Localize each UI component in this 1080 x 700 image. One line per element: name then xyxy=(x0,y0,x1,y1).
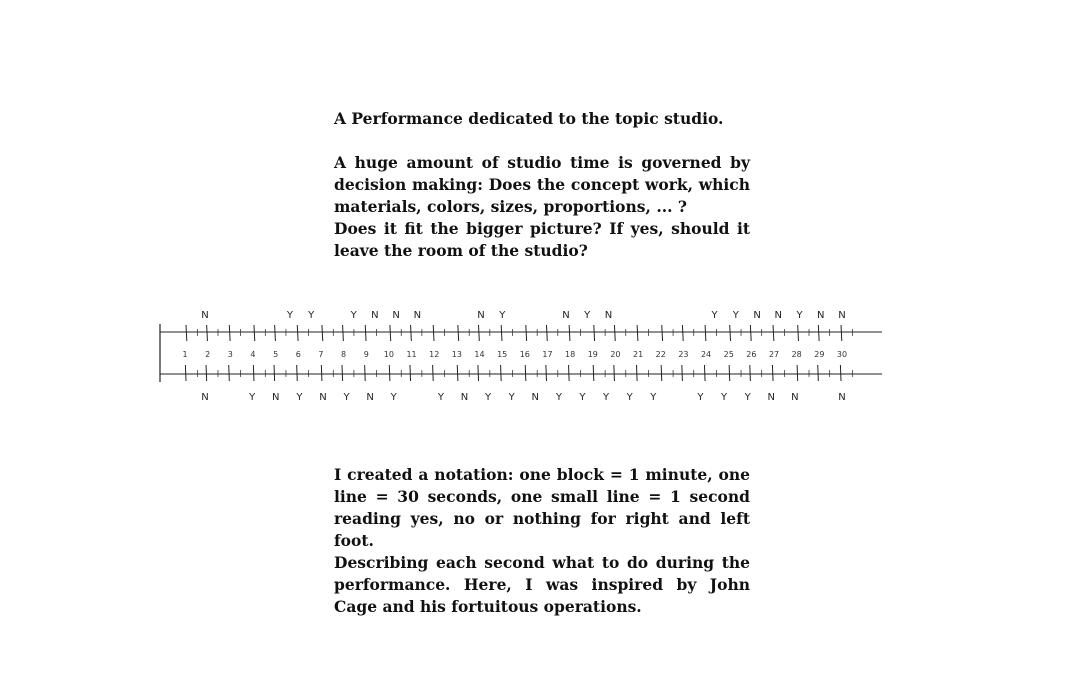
top-mark: Y xyxy=(308,310,315,321)
top-mark: N xyxy=(477,310,485,321)
tick-bottom xyxy=(593,365,594,381)
tick-bottom xyxy=(797,365,798,381)
tick-bottom xyxy=(501,365,502,381)
tick-top xyxy=(569,325,570,341)
bottom-mark: Y xyxy=(249,392,256,403)
tick-bottom xyxy=(274,365,275,381)
top-mark: Y xyxy=(350,310,357,321)
bottom-mark: Y xyxy=(626,392,633,403)
second-number: 7 xyxy=(318,350,324,359)
tick-bottom xyxy=(389,365,390,381)
tick-bottom xyxy=(321,365,322,381)
top-mark: Y xyxy=(711,310,718,321)
bottom-mark: N xyxy=(791,392,799,403)
bottom-mark: Y xyxy=(603,392,610,403)
tick-top xyxy=(546,325,547,341)
tick-top xyxy=(186,325,187,341)
tick-bottom xyxy=(840,365,841,381)
tick-bottom xyxy=(569,365,570,381)
bottom-foot-marks xyxy=(201,392,845,403)
tick-bottom xyxy=(704,365,705,381)
top-mark: N xyxy=(413,310,422,321)
tick-bottom xyxy=(457,365,458,381)
tick-bottom xyxy=(661,365,662,381)
tick-top xyxy=(798,325,799,341)
tick-bottom xyxy=(750,365,751,381)
tick-bottom xyxy=(433,365,434,381)
bottom-mark: Y xyxy=(579,392,586,403)
bottom-mark: Y xyxy=(508,392,515,403)
tick-bottom xyxy=(342,365,343,381)
second-number: 21 xyxy=(633,350,644,359)
tick-top xyxy=(526,325,527,341)
tick-top xyxy=(501,325,502,341)
tick-top xyxy=(662,325,663,341)
tick-bottom xyxy=(229,365,230,381)
bottom-mark: Y xyxy=(390,392,397,403)
bottom-mark: N xyxy=(767,392,775,403)
page-title: A Performance dedicated to the topic studio. xyxy=(334,109,724,128)
top-mark: N xyxy=(562,310,570,321)
second-number: 4 xyxy=(250,350,256,359)
tick-bottom xyxy=(637,365,638,381)
tick-top xyxy=(229,325,230,341)
bottom-mark: Y xyxy=(437,392,444,403)
outro-paragraph-1: I created a notation: one block = 1 minute, one line = 30 seconds, one small line = 1 second reading yes, no or nothing for right and left foot. xyxy=(334,465,750,550)
tick-top xyxy=(750,325,751,341)
bottom-mark: Y xyxy=(720,392,728,403)
tick-bottom xyxy=(365,365,366,381)
bottom-mark: Y xyxy=(485,392,492,403)
intro-text xyxy=(334,108,750,262)
tick-top xyxy=(841,325,842,341)
tick-top xyxy=(458,325,459,341)
bottom-mark: N xyxy=(319,392,327,403)
second-number: 26 xyxy=(746,350,757,359)
second-number: 28 xyxy=(791,350,802,359)
tick-bottom xyxy=(772,365,773,381)
top-mark: N xyxy=(392,310,400,321)
intro-paragraph-2: Does it fit the bigger picture? If yes, should it leave the room of the studio? xyxy=(334,219,750,260)
second-number: 8 xyxy=(341,350,347,359)
second-number: 16 xyxy=(519,350,530,359)
top-mark: Y xyxy=(499,310,506,321)
tick-bottom xyxy=(614,365,615,381)
bottom-mark: N xyxy=(460,392,469,403)
tick-top xyxy=(433,325,434,341)
tick-top xyxy=(297,325,298,341)
tick-top xyxy=(614,325,615,341)
second-number: 13 xyxy=(451,350,462,359)
intro-paragraph-1: A huge amount of studio time is governed by decision making: Does the concept work, which materials, colors, sizes, proportions, ... ? xyxy=(334,153,750,216)
tick-top xyxy=(207,325,208,341)
top-mark: N xyxy=(604,310,613,321)
second-number: 20 xyxy=(610,350,621,359)
second-number: 23 xyxy=(678,350,689,359)
top-mark: Y xyxy=(796,310,803,321)
tick-top xyxy=(365,325,366,341)
tick-top xyxy=(773,325,774,341)
top-mark: Y xyxy=(584,310,591,321)
tick-top xyxy=(730,325,731,341)
tick-top xyxy=(705,325,706,341)
bottom-mark: Y xyxy=(650,392,657,403)
tick-bottom xyxy=(525,365,526,381)
top-mark: N xyxy=(371,310,379,321)
second-number: 2 xyxy=(205,350,211,359)
outro-paragraph-2: Describing each second what to do during the performance. Here, I was inspired by John Cage and his fortuitous operations. xyxy=(334,553,750,616)
tick-top xyxy=(254,325,255,341)
bottom-mark: N xyxy=(531,392,540,403)
tick-top xyxy=(818,325,819,341)
bottom-mark: Y xyxy=(744,392,751,403)
tick-top xyxy=(343,325,344,341)
tick-top xyxy=(390,325,391,341)
bottom-mark: N xyxy=(272,392,280,403)
second-number: 10 xyxy=(383,350,394,359)
second-number: 11 xyxy=(406,350,417,359)
tick-bottom xyxy=(185,365,186,381)
bottom-mark: Y xyxy=(343,392,350,403)
top-mark: Y xyxy=(286,310,293,321)
bottom-mark: N xyxy=(366,392,374,403)
tick-bottom xyxy=(206,365,207,381)
top-foot-marks xyxy=(201,310,845,321)
second-number: 9 xyxy=(363,350,369,359)
top-mark: N xyxy=(817,310,825,321)
top-mark: N xyxy=(774,310,783,321)
top-mark: N xyxy=(838,310,846,321)
bottom-mark: Y xyxy=(555,392,562,403)
second-number: 19 xyxy=(587,350,598,359)
tick-top xyxy=(411,325,412,341)
tick-bottom xyxy=(682,365,683,381)
tick-bottom xyxy=(253,365,254,381)
tick-top xyxy=(479,325,480,341)
second-number: 3 xyxy=(227,350,233,359)
bottom-mark: Y xyxy=(697,392,704,403)
bottom-mark: N xyxy=(838,392,846,403)
top-mark: N xyxy=(201,310,209,321)
second-number: 5 xyxy=(273,350,279,359)
tick-bottom xyxy=(297,365,298,381)
tick-bottom xyxy=(818,365,819,381)
second-number: 18 xyxy=(565,350,576,359)
tick-top xyxy=(275,325,276,341)
second-number: 24 xyxy=(700,350,712,359)
second-number: 22 xyxy=(655,350,666,359)
second-number: 14 xyxy=(474,350,485,359)
tick-top xyxy=(594,325,595,341)
second-number: 27 xyxy=(768,350,780,359)
top-mark: Y xyxy=(732,310,739,321)
second-number: 17 xyxy=(542,350,553,359)
tick-bottom xyxy=(478,365,479,381)
second-number: 6 xyxy=(295,350,301,359)
second-number: 29 xyxy=(814,350,825,359)
bottom-mark: N xyxy=(201,392,209,403)
tick-top xyxy=(682,325,683,341)
tick-top xyxy=(637,325,638,341)
second-number: 25 xyxy=(723,350,734,359)
bottom-mark: Y xyxy=(296,392,303,403)
notation-diagram xyxy=(150,300,900,415)
second-number: 30 xyxy=(836,350,848,359)
tick-bottom xyxy=(729,365,730,381)
top-mark: N xyxy=(753,310,761,321)
tick-top xyxy=(322,325,323,341)
second-number: 12 xyxy=(429,350,440,359)
outro-text xyxy=(334,464,750,618)
second-number: 15 xyxy=(497,350,508,359)
second-numbers xyxy=(182,350,847,359)
tick-bottom xyxy=(546,365,547,381)
second-number: 1 xyxy=(182,350,188,359)
tick-bottom xyxy=(410,365,411,381)
